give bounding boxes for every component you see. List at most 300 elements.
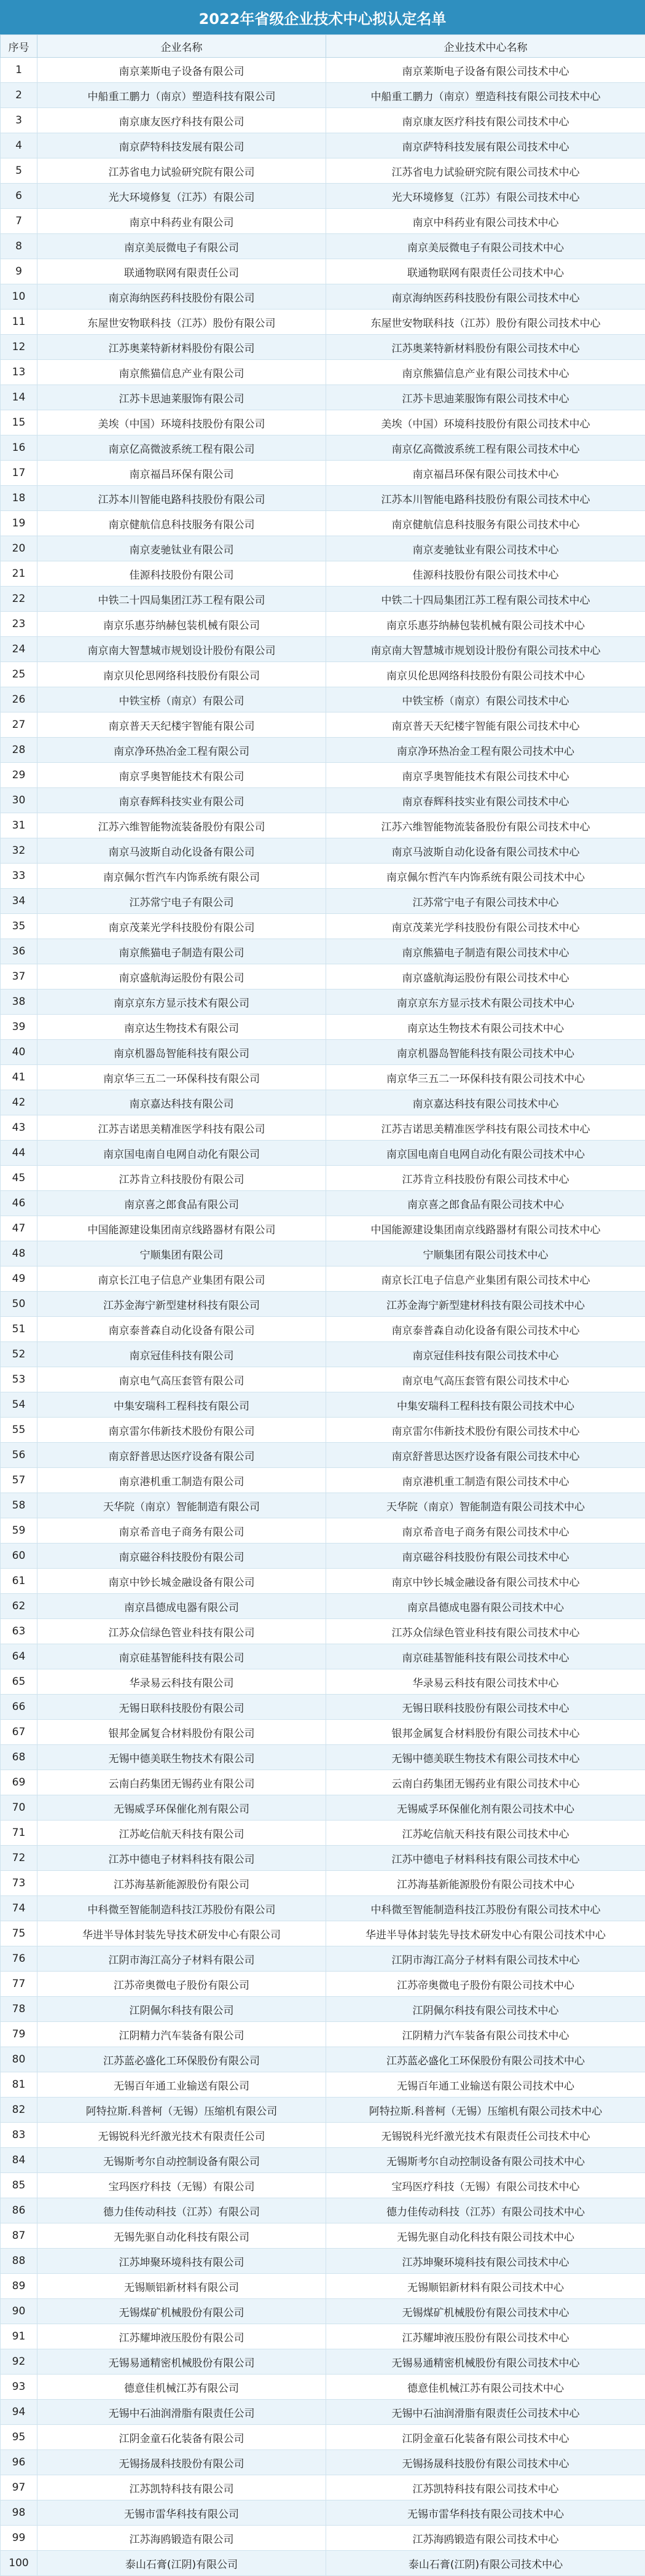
row-index: 84: [1, 2148, 37, 2173]
table-row: [1, 712, 645, 738]
table-row: [1, 561, 645, 587]
company-name-cell: 江苏奥莱特新材料股份有限公司: [37, 335, 326, 360]
table-row: [1, 2198, 645, 2223]
company-name-cell: 南京海纳医药科技股份有限公司: [37, 284, 326, 310]
table-row: [1, 2450, 645, 2475]
page-title: 2022年省级企业技术中心拟认定名单: [0, 0, 645, 34]
row-index: 41: [1, 1065, 37, 1090]
table-row: [1, 1367, 645, 1392]
row-index: 86: [1, 2198, 37, 2223]
company-name-cell: 江苏耀坤液压股份有限公司: [37, 2324, 326, 2349]
table-row: [1, 2123, 645, 2148]
center-name-cell: 南京磁谷科技股份有限公司技术中心: [326, 1544, 645, 1569]
center-name-cell: 无锡威孚环保催化剂有限公司技术中心: [326, 1795, 645, 1821]
center-name-cell: 南京南大智慧城市规划设计股份有限公司技术中心: [326, 637, 645, 662]
company-name-cell: 南京健航信息科技服务有限公司: [37, 511, 326, 536]
company-name-cell: 银邦金属复合材料股份有限公司: [37, 1720, 326, 1745]
row-index: 19: [1, 511, 37, 536]
row-index: 96: [1, 2450, 37, 2475]
company-name-cell: 无锡市雷华科技有限公司: [37, 2500, 326, 2526]
table-row: [1, 1720, 645, 1745]
center-name-cell: 南京健航信息科技服务有限公司技术中心: [326, 511, 645, 536]
center-name-cell: 无锡顺铝新材料有限公司技术中心: [326, 2274, 645, 2299]
company-name-cell: 江苏海鸥锻造有限公司: [37, 2526, 326, 2551]
company-name-cell: 美埃（中国）环境科技股份有限公司: [37, 410, 326, 435]
company-name-cell: 光大环境修复（江苏）有限公司: [37, 184, 326, 209]
row-index: 68: [1, 1745, 37, 1770]
row-index: 11: [1, 310, 37, 335]
center-name-cell: 南京孚奥智能技术有限公司技术中心: [326, 763, 645, 788]
company-name-cell: 南京普天天纪楼宇智能有限公司: [37, 712, 326, 738]
center-name-cell: 无锡扬晟科技股份有限公司技术中心: [326, 2450, 645, 2475]
row-index: 39: [1, 1015, 37, 1040]
company-name-cell: 江苏众信绿色管业科技有限公司: [37, 1619, 326, 1644]
row-index: 73: [1, 1871, 37, 1896]
center-name-cell: 无锡百年通工业输送有限公司技术中心: [326, 2072, 645, 2098]
center-name-cell: 无锡煤矿机械股份有限公司技术中心: [326, 2299, 645, 2324]
table-row: [1, 964, 645, 989]
company-name-cell: 南京冠佳科技有限公司: [37, 1342, 326, 1367]
center-name-cell: 江苏肯立科技股份有限公司技术中心: [326, 1166, 645, 1191]
table-row: [1, 58, 645, 83]
row-index: 87: [1, 2223, 37, 2249]
center-name-cell: 江苏省电力试验研究院有限公司技术中心: [326, 158, 645, 184]
table-row: [1, 2349, 645, 2375]
table-row: [1, 1846, 645, 1871]
company-name-cell: 南京麦驰钛业有限公司: [37, 536, 326, 561]
row-index: 46: [1, 1191, 37, 1216]
company-name-cell: 无锡扬晟科技股份有限公司: [37, 2450, 326, 2475]
company-name-cell: 阿特拉斯.科普柯（无锡）压缩机有限公司: [37, 2098, 326, 2123]
row-index: 83: [1, 2123, 37, 2148]
company-name-cell: 江阴市海江高分子材料有限公司: [37, 1946, 326, 1972]
company-name-cell: 江苏省电力试验研究院有限公司: [37, 158, 326, 184]
center-name-cell: 南京康友医疗科技有限公司技术中心: [326, 108, 645, 133]
table-row: [1, 2425, 645, 2450]
table-row: [1, 1644, 645, 1669]
center-name-cell: 南京中科药业有限公司技术中心: [326, 209, 645, 234]
row-index: 45: [1, 1166, 37, 1191]
table-row: [1, 83, 645, 108]
center-name-cell: 江阴市海江高分子材料有限公司技术中心: [326, 1946, 645, 1972]
row-index: 57: [1, 1468, 37, 1493]
center-name-cell: 南京佩尔哲汽车内饰系统有限公司技术中心: [326, 864, 645, 889]
center-name-cell: 江苏耀坤液压股份有限公司技术中心: [326, 2324, 645, 2349]
center-name-cell: 南京舒普思达医疗设备有限公司技术中心: [326, 1443, 645, 1468]
company-name-cell: 中国能源建设集团南京线路器材有限公司: [37, 1216, 326, 1241]
row-index: 40: [1, 1040, 37, 1065]
company-name-cell: 南京电气高压套管有限公司: [37, 1367, 326, 1392]
table-row: [1, 1040, 645, 1065]
row-index: 75: [1, 1921, 37, 1946]
center-name-cell: 江苏奥莱特新材料股份有限公司技术中心: [326, 335, 645, 360]
company-name-cell: 江苏海基新能源股份有限公司: [37, 1871, 326, 1896]
center-name-cell: 江苏吉诺思美精准医学科技有限公司技术中心: [326, 1115, 645, 1141]
table-row: [1, 2551, 645, 2576]
company-name-cell: 南京佩尔哲汽车内饰系统有限公司: [37, 864, 326, 889]
center-name-cell: 银邦金属复合材料股份有限公司技术中心: [326, 1720, 645, 1745]
row-index: 55: [1, 1418, 37, 1443]
table-row: [1, 2022, 645, 2047]
table-row: [1, 1896, 645, 1921]
table-row: [1, 2299, 645, 2324]
row-index: 25: [1, 662, 37, 687]
company-table: [0, 34, 645, 2576]
center-name-cell: 南京熊猫信息产业有限公司技术中心: [326, 360, 645, 385]
company-name-cell: 宝玛医疗科技（无锡）有限公司: [37, 2173, 326, 2198]
table-row: [1, 1241, 645, 1267]
company-name-cell: 德意佳机械江苏有限公司: [37, 2375, 326, 2400]
row-index: 92: [1, 2349, 37, 2375]
center-name-cell: 南京盛航海运股份有限公司技术中心: [326, 964, 645, 989]
row-index: 80: [1, 2047, 37, 2072]
center-name-cell: 江苏海基新能源股份有限公司技术中心: [326, 1871, 645, 1896]
table-row: [1, 1418, 645, 1443]
company-name-cell: 南京康友医疗科技有限公司: [37, 108, 326, 133]
row-index: 32: [1, 838, 37, 864]
row-index: 8: [1, 234, 37, 259]
company-name-cell: 江苏六维智能物流装备股份有限公司: [37, 813, 326, 838]
table-row: [1, 2375, 645, 2400]
table-row: [1, 536, 645, 561]
company-name-cell: 南京莱斯电子设备有限公司: [37, 58, 326, 83]
table-row: [1, 1342, 645, 1367]
center-name-cell: 南京硅基智能科技有限公司技术中心: [326, 1644, 645, 1669]
company-name-cell: 江苏金海宁新型建材科技有限公司: [37, 1292, 326, 1317]
center-name-cell: 江苏常宁电子有限公司技术中心: [326, 889, 645, 914]
company-name-cell: 南京春辉科技实业有限公司: [37, 788, 326, 813]
table-row: [1, 435, 645, 461]
row-index: 48: [1, 1241, 37, 1267]
row-index: 54: [1, 1392, 37, 1418]
center-name-cell: 无锡市雷华科技有限公司技术中心: [326, 2500, 645, 2526]
company-name-cell: 南京嘉达科技有限公司: [37, 1090, 326, 1115]
company-name-cell: 南京中科药业有限公司: [37, 209, 326, 234]
center-name-cell: 南京雷尔伟新技术股份有限公司技术中心: [326, 1418, 645, 1443]
center-name-cell: 南京泰普森自动化设备有限公司技术中心: [326, 1317, 645, 1342]
row-index: 93: [1, 2375, 37, 2400]
table-row: [1, 1569, 645, 1594]
center-name-cell: 江苏坤聚环境科技有限公司技术中心: [326, 2249, 645, 2274]
company-name-cell: 南京达生物技术有限公司: [37, 1015, 326, 1040]
row-index: 17: [1, 461, 37, 486]
table-row: [1, 813, 645, 838]
center-name-cell: 南京国电南自电网自动化有限公司技术中心: [326, 1141, 645, 1166]
table-row: [1, 637, 645, 662]
row-index: 72: [1, 1846, 37, 1871]
company-name-cell: 中科微至智能制造科技江苏股份有限公司: [37, 1896, 326, 1921]
table-row: [1, 108, 645, 133]
header-index: 序号: [1, 35, 37, 58]
company-name-cell: 南京萨特科技发展有限公司: [37, 133, 326, 158]
company-name-cell: 南京贝伦思网络科技股份有限公司: [37, 662, 326, 687]
center-name-cell: 联通物联网有限责任公司技术中心: [326, 259, 645, 284]
table-row: [1, 1443, 645, 1468]
company-name-cell: 南京泰普森自动化设备有限公司: [37, 1317, 326, 1342]
center-name-cell: 佳源科技股份有限公司技术中心: [326, 561, 645, 587]
company-name-cell: 南京机器岛智能科技有限公司: [37, 1040, 326, 1065]
row-index: 27: [1, 712, 37, 738]
row-index: 64: [1, 1644, 37, 1669]
table-row: [1, 1544, 645, 1569]
row-index: 99: [1, 2526, 37, 2551]
center-name-cell: 中铁二十四局集团江苏工程有限公司技术中心: [326, 587, 645, 612]
table-row: [1, 1166, 645, 1191]
table-row: [1, 1518, 645, 1544]
center-name-cell: 阿特拉斯.科普柯（无锡）压缩机有限公司技术中心: [326, 2098, 645, 2123]
company-name-cell: 无锡锐科光纤激光技术有限责任公司: [37, 2123, 326, 2148]
center-name-cell: 南京港机重工制造有限公司技术中心: [326, 1468, 645, 1493]
center-name-cell: 江苏蓝必盛化工环保股份有限公司技术中心: [326, 2047, 645, 2072]
row-index: 44: [1, 1141, 37, 1166]
row-index: 20: [1, 536, 37, 561]
table-row: [1, 259, 645, 284]
center-name-cell: 南京喜之郎食品有限公司技术中心: [326, 1191, 645, 1216]
row-index: 98: [1, 2500, 37, 2526]
row-index: 58: [1, 1493, 37, 1518]
company-name-cell: 江阴精力汽车装备有限公司: [37, 2022, 326, 2047]
row-index: 66: [1, 1695, 37, 1720]
center-name-cell: 江苏卡思迪莱服饰有限公司技术中心: [326, 385, 645, 410]
table-row: [1, 310, 645, 335]
table-row: [1, 2274, 645, 2299]
table-row: [1, 1216, 645, 1241]
row-index: 100: [1, 2551, 37, 2576]
table-row: [1, 184, 645, 209]
table-row: [1, 1468, 645, 1493]
table-row: [1, 1946, 645, 1972]
table-row: [1, 1997, 645, 2022]
table-row: [1, 1015, 645, 1040]
company-name-cell: 无锡中石油润滑脂有限责任公司: [37, 2400, 326, 2425]
row-index: 88: [1, 2249, 37, 2274]
row-index: 28: [1, 738, 37, 763]
company-name-cell: 华录易云科技有限公司: [37, 1669, 326, 1695]
center-name-cell: 南京达生物技术有限公司技术中心: [326, 1015, 645, 1040]
company-name-cell: 德力佳传动科技（江苏）有限公司: [37, 2198, 326, 2223]
row-index: 16: [1, 435, 37, 461]
company-name-cell: 南京福昌环保有限公司: [37, 461, 326, 486]
row-index: 23: [1, 612, 37, 637]
center-name-cell: 华进半导体封装先导技术研发中心有限公司技术中心: [326, 1921, 645, 1946]
center-name-cell: 江苏众信绿色管业科技有限公司技术中心: [326, 1619, 645, 1644]
row-index: 4: [1, 133, 37, 158]
row-index: 26: [1, 687, 37, 712]
row-index: 24: [1, 637, 37, 662]
company-name-cell: 中铁二十四局集团江苏工程有限公司: [37, 587, 326, 612]
center-name-cell: 无锡易通精密机械股份有限公司技术中心: [326, 2349, 645, 2375]
table-row: [1, 335, 645, 360]
table-row: [1, 838, 645, 864]
center-name-cell: 南京昌德成电器有限公司技术中心: [326, 1594, 645, 1619]
center-name-cell: 中科微至智能制造科技江苏股份有限公司技术中心: [326, 1896, 645, 1921]
table-row: [1, 2400, 645, 2425]
company-name-cell: 江苏常宁电子有限公司: [37, 889, 326, 914]
company-name-cell: 南京港机重工制造有限公司: [37, 1468, 326, 1493]
center-name-cell: 光大环境修复（江苏）有限公司技术中心: [326, 184, 645, 209]
row-index: 71: [1, 1821, 37, 1846]
center-name-cell: 宝玛医疗科技（无锡）有限公司技术中心: [326, 2173, 645, 2198]
company-name-cell: 南京熊猫电子制造有限公司: [37, 939, 326, 964]
row-index: 38: [1, 989, 37, 1015]
company-name-cell: 中铁宝桥（南京）有限公司: [37, 687, 326, 712]
table-row: [1, 1795, 645, 1821]
company-name-cell: 江苏卡思迪莱服饰有限公司: [37, 385, 326, 410]
company-name-cell: 佳源科技股份有限公司: [37, 561, 326, 587]
center-name-cell: 南京乐惠芬纳赫包装机械有限公司技术中心: [326, 612, 645, 637]
center-name-cell: 中国能源建设集团南京线路器材有限公司技术中心: [326, 1216, 645, 1241]
row-index: 21: [1, 561, 37, 587]
row-index: 31: [1, 813, 37, 838]
row-index: 37: [1, 964, 37, 989]
table-row: [1, 410, 645, 435]
company-name-cell: 无锡先驱自动化科技有限公司: [37, 2223, 326, 2249]
center-name-cell: 美埃（中国）环境科技股份有限公司技术中心: [326, 410, 645, 435]
table-row: [1, 1493, 645, 1518]
table-row: [1, 1770, 645, 1795]
row-index: 49: [1, 1267, 37, 1292]
row-index: 85: [1, 2173, 37, 2198]
company-name-cell: 江苏帝奥微电子股份有限公司: [37, 1972, 326, 1997]
company-name-cell: 南京中钞长城金融设备有限公司: [37, 1569, 326, 1594]
row-index: 67: [1, 1720, 37, 1745]
company-name-cell: 南京京东方显示技术有限公司: [37, 989, 326, 1015]
row-index: 3: [1, 108, 37, 133]
row-index: 51: [1, 1317, 37, 1342]
row-index: 82: [1, 2098, 37, 2123]
row-index: 95: [1, 2425, 37, 2450]
center-name-cell: 无锡先驱自动化科技有限公司技术中心: [326, 2223, 645, 2249]
row-index: 56: [1, 1443, 37, 1468]
center-name-cell: 南京福昌环保有限公司技术中心: [326, 461, 645, 486]
company-name-cell: 无锡威孚环保催化剂有限公司: [37, 1795, 326, 1821]
row-index: 10: [1, 284, 37, 310]
table-row: [1, 687, 645, 712]
company-name-cell: 无锡百年通工业输送有限公司: [37, 2072, 326, 2098]
center-name-cell: 江苏六维智能物流装备股份有限公司技术中心: [326, 813, 645, 838]
row-index: 76: [1, 1946, 37, 1972]
table-row: [1, 1115, 645, 1141]
company-name-cell: 中船重工鹏力（南京）塑造科技有限公司: [37, 83, 326, 108]
center-name-cell: 南京中钞长城金融设备有限公司技术中心: [326, 1569, 645, 1594]
table-row: [1, 511, 645, 536]
center-name-cell: 无锡中德美联生物技术有限公司技术中心: [326, 1745, 645, 1770]
row-index: 29: [1, 763, 37, 788]
company-name-cell: 泰山石膏(江阴)有限公司: [37, 2551, 326, 2576]
table-row: [1, 612, 645, 637]
table-header: [1, 35, 645, 58]
table-row: [1, 2249, 645, 2274]
company-name-cell: 南京华三五二一环保科技有限公司: [37, 1065, 326, 1090]
row-index: 36: [1, 939, 37, 964]
center-name-cell: 江苏凯特科技有限公司技术中心: [326, 2475, 645, 2500]
center-name-cell: 德力佳传动科技（江苏）有限公司技术中心: [326, 2198, 645, 2223]
table-row: [1, 1695, 645, 1720]
row-index: 43: [1, 1115, 37, 1141]
row-index: 22: [1, 587, 37, 612]
center-name-cell: 泰山石膏(江阴)有限公司技术中心: [326, 2551, 645, 2576]
table-row: [1, 864, 645, 889]
table-row: [1, 133, 645, 158]
row-index: 14: [1, 385, 37, 410]
table-row: [1, 1065, 645, 1090]
center-name-cell: 江阴金童石化装备有限公司技术中心: [326, 2425, 645, 2450]
table-row: [1, 1191, 645, 1216]
company-name-cell: 天华院（南京）智能制造有限公司: [37, 1493, 326, 1518]
table-row: [1, 2223, 645, 2249]
table-row: [1, 587, 645, 612]
company-name-cell: 无锡斯考尔自动控制设备有限公司: [37, 2148, 326, 2173]
table-row: [1, 1619, 645, 1644]
row-index: 78: [1, 1997, 37, 2022]
company-name-cell: 中集安瑞科工程科技有限公司: [37, 1392, 326, 1418]
center-name-cell: 南京华三五二一环保科技有限公司技术中心: [326, 1065, 645, 1090]
center-name-cell: 南京萨特科技发展有限公司技术中心: [326, 133, 645, 158]
table-row: [1, 1267, 645, 1292]
table-row: [1, 914, 645, 939]
center-name-cell: 江苏屹信航天科技有限公司技术中心: [326, 1821, 645, 1846]
company-name-cell: 南京南大智慧城市规划设计股份有限公司: [37, 637, 326, 662]
center-name-cell: 南京长江电子信息产业集团有限公司技术中心: [326, 1267, 645, 1292]
center-name-cell: 江苏海鸥锻造有限公司技术中心: [326, 2526, 645, 2551]
company-name-cell: 南京孚奥智能技术有限公司: [37, 763, 326, 788]
company-name-cell: 江阴佩尔科技有限公司: [37, 1997, 326, 2022]
company-name-cell: 南京茂莱光学科技股份有限公司: [37, 914, 326, 939]
center-name-cell: 无锡日联科技股份有限公司技术中心: [326, 1695, 645, 1720]
center-name-cell: 南京麦驰钛业有限公司技术中心: [326, 536, 645, 561]
table-row: [1, 2324, 645, 2349]
center-name-cell: 南京马波斯自动化设备有限公司技术中心: [326, 838, 645, 864]
center-name-cell: 南京冠佳科技有限公司技术中心: [326, 1342, 645, 1367]
table-row: [1, 763, 645, 788]
center-name-cell: 南京希音电子商务有限公司技术中心: [326, 1518, 645, 1544]
table-row: [1, 461, 645, 486]
table-row: [1, 2047, 645, 2072]
center-name-cell: 南京电气高压套管有限公司技术中心: [326, 1367, 645, 1392]
table-row: [1, 158, 645, 184]
company-name-cell: 无锡日联科技股份有限公司: [37, 1695, 326, 1720]
center-name-cell: 天华院（南京）智能制造有限公司技术中心: [326, 1493, 645, 1518]
table-row: [1, 209, 645, 234]
center-name-cell: 中集安瑞科工程科技有限公司技术中心: [326, 1392, 645, 1418]
center-name-cell: 南京嘉达科技有限公司技术中心: [326, 1090, 645, 1115]
table-row: [1, 2500, 645, 2526]
company-name-cell: 江苏坤聚环境科技有限公司: [37, 2249, 326, 2274]
company-name-cell: 南京磁谷科技股份有限公司: [37, 1544, 326, 1569]
table-row: [1, 939, 645, 964]
center-name-cell: 德意佳机械江苏有限公司技术中心: [326, 2375, 645, 2400]
row-index: 90: [1, 2299, 37, 2324]
table-row: [1, 889, 645, 914]
table-row: [1, 1292, 645, 1317]
row-index: 6: [1, 184, 37, 209]
table-row: [1, 1141, 645, 1166]
center-name-cell: 南京茂莱光学科技股份有限公司技术中心: [326, 914, 645, 939]
center-name-cell: 南京亿高微波系统工程有限公司技术中心: [326, 435, 645, 461]
company-name-cell: 江阴金童石化装备有限公司: [37, 2425, 326, 2450]
row-index: 61: [1, 1569, 37, 1594]
company-name-cell: 江苏肯立科技股份有限公司: [37, 1166, 326, 1191]
row-index: 74: [1, 1896, 37, 1921]
table-row: [1, 234, 645, 259]
table-row: [1, 1090, 645, 1115]
table-row: [1, 2173, 645, 2198]
row-index: 30: [1, 788, 37, 813]
row-index: 47: [1, 1216, 37, 1241]
center-name-cell: 华录易云科技有限公司技术中心: [326, 1669, 645, 1695]
table-row: [1, 1392, 645, 1418]
company-name-cell: 联通物联网有限责任公司: [37, 259, 326, 284]
